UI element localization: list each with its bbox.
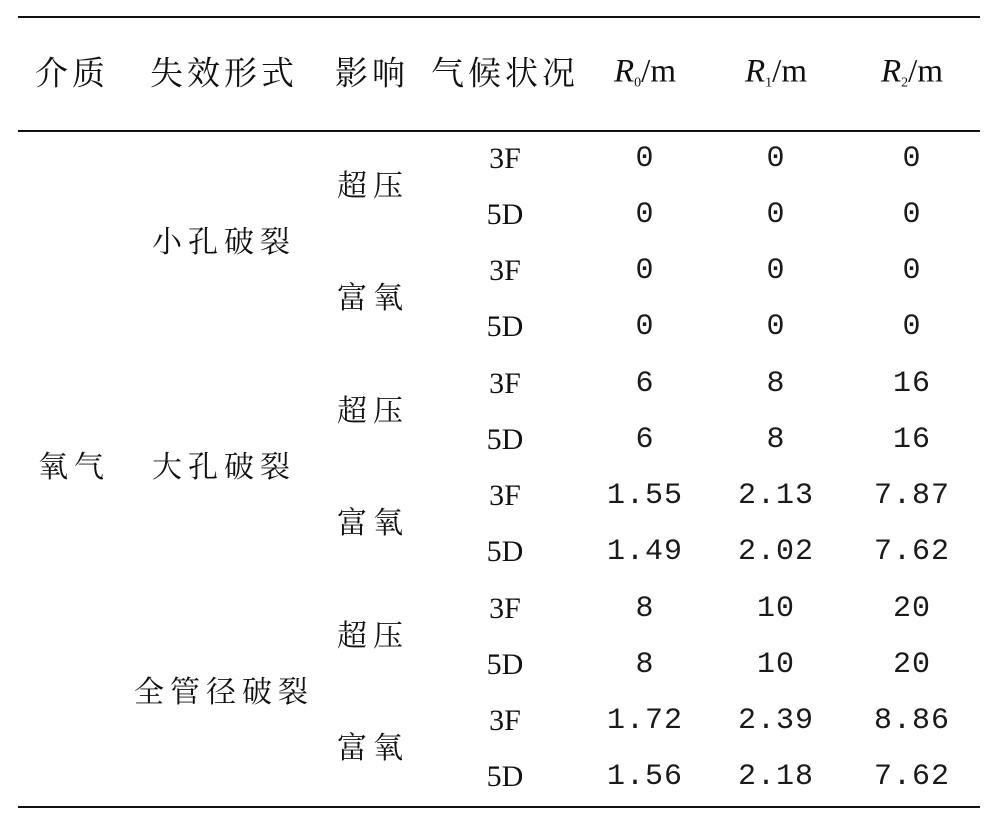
r1-cell: 10 <box>756 648 796 682</box>
r1-cell: 0 <box>766 198 786 232</box>
r0-cell: 0 <box>635 310 655 344</box>
weather-cell: 5D <box>486 648 524 681</box>
r2-cell: 7.62 <box>873 535 951 569</box>
impact-cell: 富氧 <box>337 731 409 766</box>
r2-cell: 0 <box>902 198 922 232</box>
r0-cell: 1.55 <box>606 479 684 513</box>
r0-cell: 0 <box>635 254 655 288</box>
r1-cell: 0 <box>766 254 786 288</box>
r2-cell: 0 <box>902 310 922 344</box>
r1-cell: 10 <box>756 592 796 626</box>
r1-cell: 0 <box>766 142 786 176</box>
header-medium: 介质 <box>35 53 109 93</box>
weather-cell: 3F <box>489 367 521 400</box>
bottom-rule <box>18 806 980 808</box>
r1-cell: 8 <box>766 367 786 401</box>
r1-cell: 2.39 <box>737 704 815 738</box>
impact-cell: 富氧 <box>337 506 409 541</box>
failure-mode-cell: 大孔破裂 <box>152 450 296 485</box>
weather-cell: 5D <box>486 198 524 231</box>
header-impact: 影响 <box>335 53 409 93</box>
r2-cell: 16 <box>892 423 932 457</box>
r0-cell: 0 <box>635 142 655 176</box>
r2-cell: 0 <box>902 254 922 288</box>
r0-cell: 8 <box>635 592 655 626</box>
weather-cell: 5D <box>486 535 524 568</box>
weather-cell: 3F <box>489 254 521 287</box>
header-weather: 气候状况 <box>431 53 579 93</box>
header-r1: $R_1/m$ <box>744 53 808 91</box>
r1-cell: 2.18 <box>737 760 815 794</box>
header-r0: $R_0/m$ <box>613 53 677 91</box>
weather-cell: 3F <box>489 592 521 625</box>
failure-mode-cell: 全管径破裂 <box>134 675 314 710</box>
impact-cell: 超压 <box>337 394 409 429</box>
r2-cell: 7.87 <box>873 479 951 513</box>
impact-cell: 超压 <box>337 619 409 654</box>
r0-cell: 1.56 <box>606 760 684 794</box>
r2-cell: 0 <box>902 142 922 176</box>
weather-cell: 5D <box>486 760 524 793</box>
r2-cell: 8.86 <box>873 704 951 738</box>
r0-cell: 6 <box>635 367 655 401</box>
weather-cell: 5D <box>486 423 524 456</box>
weather-cell: 5D <box>486 310 524 343</box>
weather-cell: 3F <box>489 142 521 175</box>
r2-cell: 20 <box>892 592 932 626</box>
header-failure-mode: 失效形式 <box>150 53 298 93</box>
r1-cell: 2.13 <box>737 479 815 513</box>
r1-cell: 0 <box>766 310 786 344</box>
r1-cell: 2.02 <box>737 535 815 569</box>
r0-cell: 1.72 <box>606 704 684 738</box>
header-rule <box>18 130 980 132</box>
r2-cell: 7.62 <box>873 760 951 794</box>
impact-cell: 富氧 <box>337 281 409 316</box>
failure-mode-cell: 小孔破裂 <box>152 225 296 260</box>
r2-cell: 20 <box>892 648 932 682</box>
r0-cell: 8 <box>635 648 655 682</box>
r0-cell: 1.49 <box>606 535 684 569</box>
weather-cell: 3F <box>489 704 521 737</box>
header-r2: $R_2/m$ <box>880 53 944 91</box>
r1-cell: 8 <box>766 423 786 457</box>
medium-cell: 氧气 <box>38 450 110 485</box>
r0-cell: 6 <box>635 423 655 457</box>
r0-cell: 0 <box>635 198 655 232</box>
weather-cell: 3F <box>489 479 521 512</box>
top-rule <box>18 16 980 18</box>
r2-cell: 16 <box>892 367 932 401</box>
impact-cell: 超压 <box>337 169 409 204</box>
